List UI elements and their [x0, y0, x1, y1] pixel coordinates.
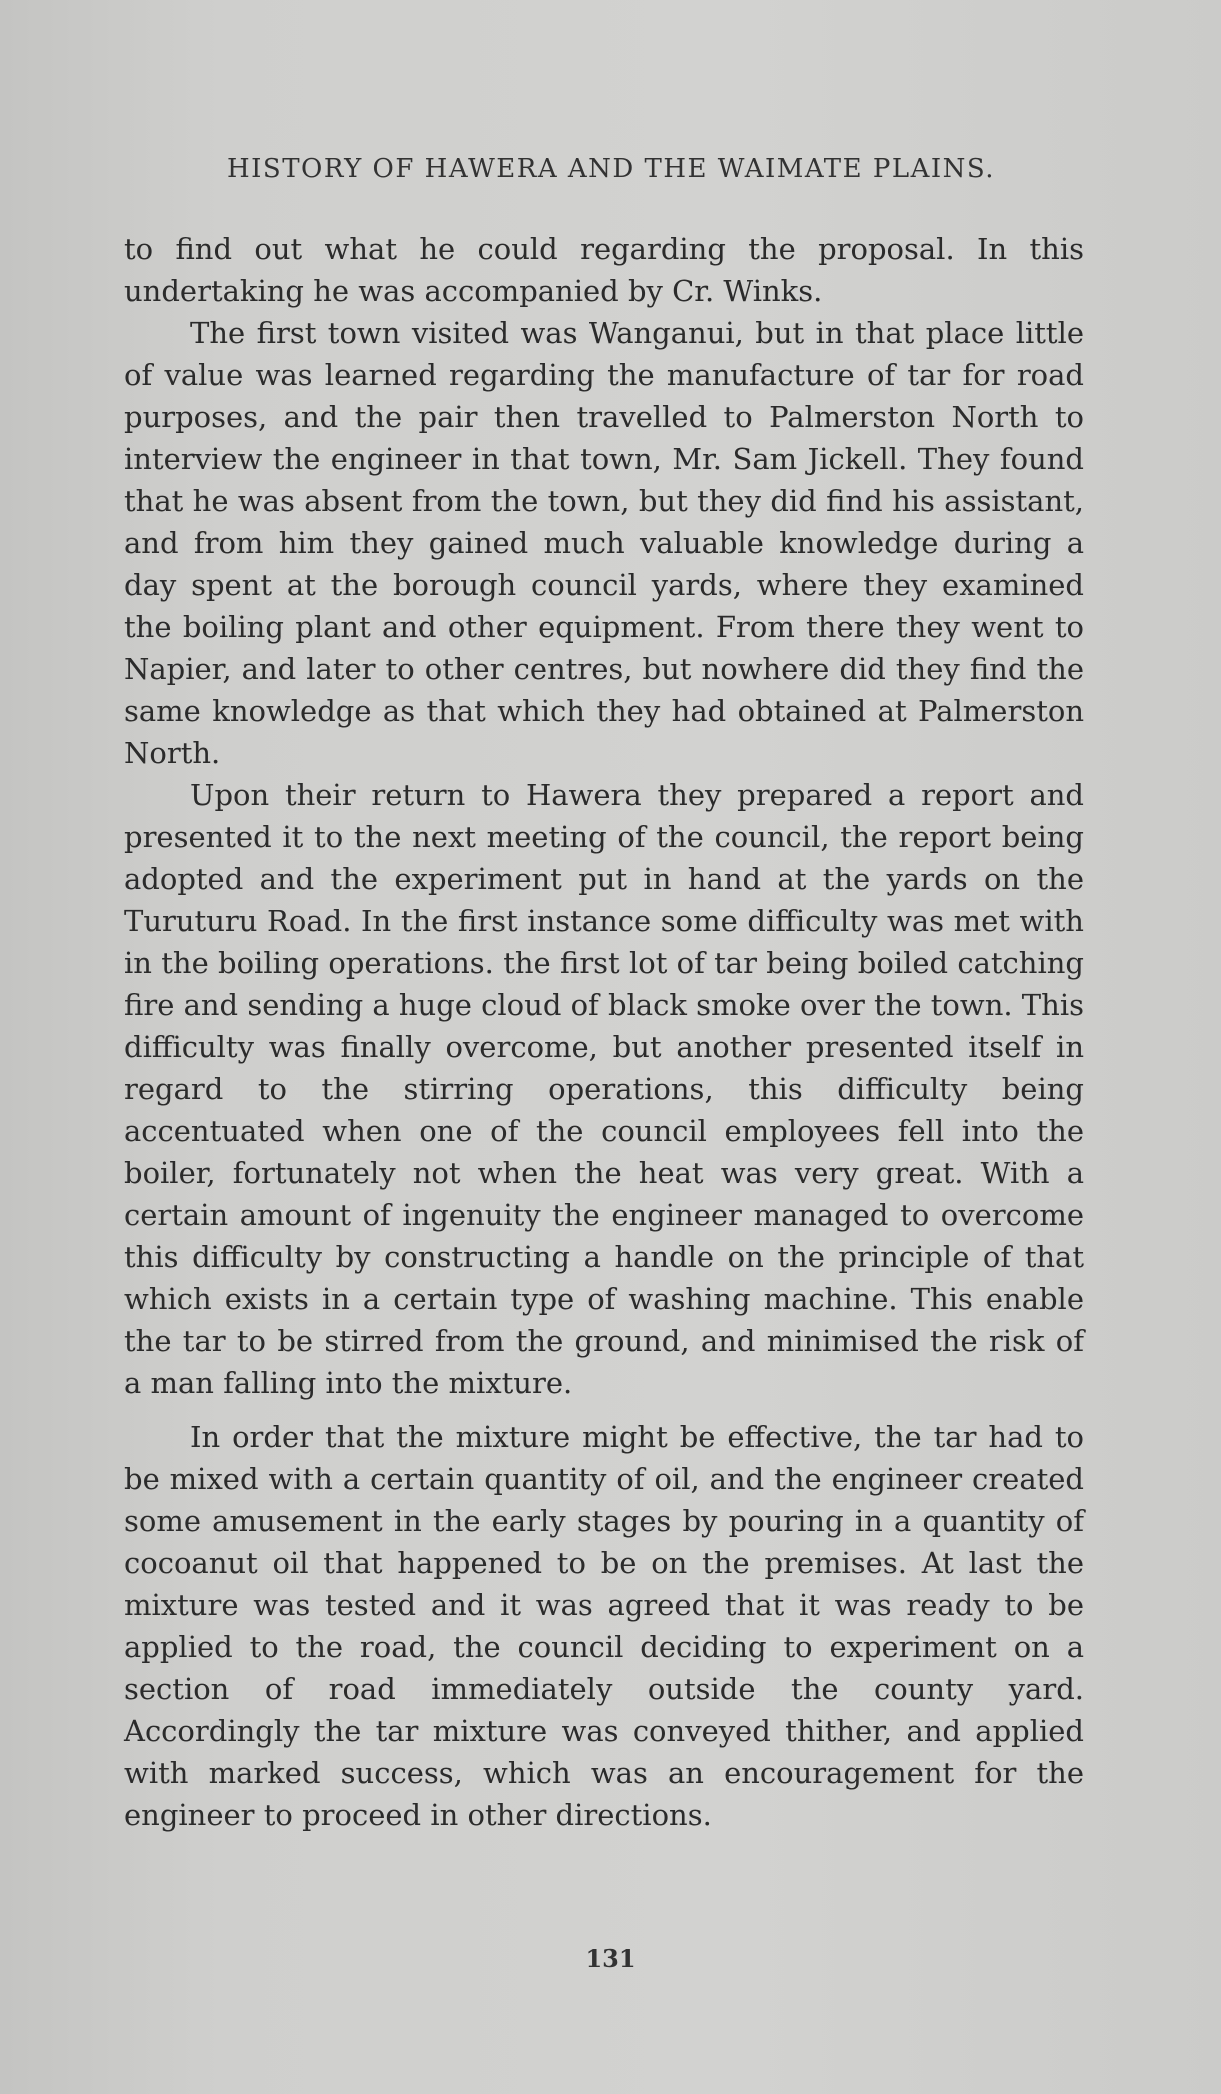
body-text: [124, 228, 1084, 1836]
paragraph-first-town: The first town visited was Wanganui, but in that place little of value was learned regarding the manufacture of tar for road purposes, and the pair then travelled to Palmerston North to interview the engineer in that town, Mr. Sam Jickell. They found that he was absent from the town, but they did find his assistant, and from him they gained much valuable knowledge during a day spent at the borough council yards, where they examined the boiling plant and other equipment. From there they went to Napier, and later to other centres, but nowhere did they find the same knowledge as that which they had obtained at Palmerston North.: [124, 316, 1084, 770]
running-head: HISTORY OF HAWERA AND THE WAIMATE PLAINS.: [226, 154, 996, 184]
paragraph-report: Upon their return to Hawera they prepared a report and presented it to the next meeting of the council, the report being adopted and the experiment put in hand at the yards on the Turuturu Road. In the first instance some difficulty was met with in the boiling operations. the first lot of tar being boiled catching fire and sending a huge cloud of black smoke over the town. This difficulty was finally overcome, but another presented itself in regard to the stirring operations, this difficulty being accentuated when one of the council employees fell into the boiler, fortunately not when the heat was very great. With a certain amount of ingenuity the engineer managed to overcome this difficulty by constructing a handle on the principle of that which exists in a certain type of washing machine. This enable the tar to be stirred from the ground, and minimised the risk of a man falling into the mixture.: [124, 778, 1084, 1400]
paragraph-continuation: to find out what he could regarding the proposal. In this undertaking he was accompanied by Cr. Winks.: [124, 232, 1084, 308]
paragraph-mixture: In order that the mixture might be effective, the tar had to be mixed with a certain quantity of oil, and the engineer created some amusement in the early stages by pouring in a quantity of cocoanut oil that happened to be on the premises. At last the mixture was tested and it was agreed that it was ready to be applied to the road, the council deciding to experiment on a section of road immediately outside the county yard. Accordingly the tar mixture was conveyed thither, and applied with marked success, which was an encouragement for the engineer to proceed in other directions.: [124, 1420, 1084, 1832]
page-number: 131: [585, 1944, 636, 1973]
